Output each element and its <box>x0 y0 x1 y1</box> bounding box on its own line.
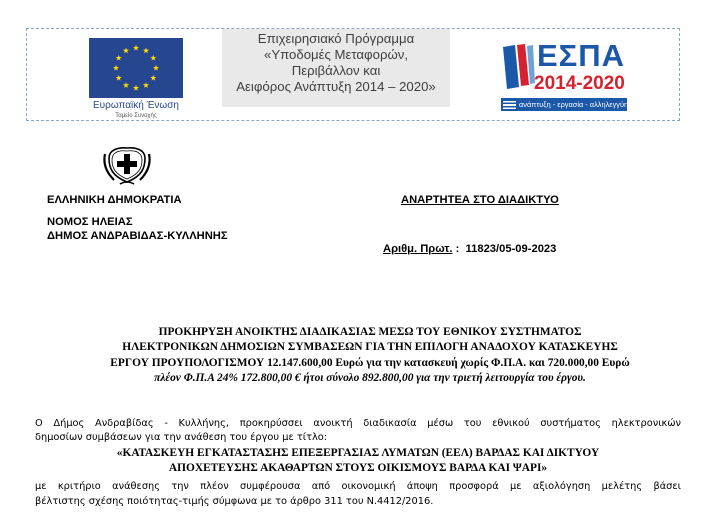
funding-banner <box>26 28 680 121</box>
prefecture-name: ΝΟΜΟΣ ΗΛΕΙΑΣ <box>47 216 133 228</box>
protocol-label: Αριθμ. Πρωτ. <box>383 243 453 255</box>
body-line: Ο Δήμος Ανδραβίδας - Κυλλήνης, προκηρύσσει ανοικτή διαδικασία μέσω του εθνικού συστήματος ηλεκτρονικών <box>35 418 681 429</box>
body-line: δημοσίων συμβάσεων για την ανάθεση του έργου με τίτλο: <box>35 432 328 443</box>
espa-slogan: ανάπτυξη - εργασία - αλληλεγγύη <box>519 100 629 109</box>
eu-logo-name: Ευρωπαϊκή Ένωση <box>93 100 179 111</box>
body-line: με κριτήριο ανάθεσης την πλέον συμφέρουσα από οικονομική άποψη προσφορά με αξιολόγηση μελέτης βάσει <box>35 481 681 492</box>
eu-logo <box>89 38 183 118</box>
protocol-number <box>383 243 556 255</box>
notice-title-line: ΠΡΟΚΗΡΥΞΗ ΑΝΟΙΚΤΗΣ ΔΙΑΔΙΚΑΣΙΑΣ ΜΕΣΩ ΤΟΥ ΕΘΝΙΚΟΥ ΣΥΣΤΗΜΑΤΟΣ <box>158 326 582 338</box>
notice-title-text: πλέον Φ.Π.Α 24% 172.800,00 € ήτοι σύνολο 892.800,00 για την τριετή λειτουργία του έργου. <box>154 372 586 384</box>
notice-title-line <box>70 372 670 384</box>
espa-word: ΕΣΠΑ <box>537 38 626 73</box>
protocol-value: 11823/05-09-2023 <box>465 243 557 255</box>
eu-star-icon <box>133 85 139 91</box>
programme-text <box>222 31 450 95</box>
eu-star-icon <box>133 45 139 51</box>
greek-flag-icon <box>503 101 516 109</box>
programme-line: «Υποδομές Μεταφορών, <box>264 47 408 62</box>
eu-star-icon <box>116 55 122 61</box>
espa-years: 2014-2020 <box>534 73 625 94</box>
notice-title-line: ΗΛΕΚΤΡΟΝΙΚΩΝ ΔΗΜΟΣΙΩΝ ΣΥΜΒΑΣΕΩΝ ΓΙΑ ΤΗΝ ΕΠΙΛΟΓΗ ΑΝΑΔΟΧΟΥ ΚΑΤΑΣΚΕΥΗΣ <box>122 341 618 353</box>
eu-star-icon <box>153 65 159 71</box>
eu-star-icon <box>143 47 149 53</box>
eu-star-icon <box>150 75 156 81</box>
notice-title-line: ΕΡΓΟΥ ΠΡΟΥΠΟΛΟΓΙΣΜΟΥ 12.147.600,00 Ευρώ για την κατασκευή χωρίς Φ.Π.Α. και 720.000,00 Ευρώ <box>110 357 630 369</box>
republic-name: ΕΛΛΗΝΙΚΗ ΔΗΜΟΚΡΑΤΙΑ <box>47 194 182 206</box>
espa-stripes-icon <box>501 43 535 89</box>
eu-star-icon <box>113 65 119 71</box>
hellenic-republic-emblem-icon <box>102 144 152 186</box>
eu-star-icon <box>116 75 122 81</box>
eu-star-icon <box>123 47 129 53</box>
programme-line: Περιβάλλον και <box>291 63 381 78</box>
eu-stars-icon <box>89 38 183 98</box>
municipality-name: ΔΗΜΟΣ ΑΝΔΡΑΒΙΔΑΣ-ΚΥΛΛΗΝΗΣ <box>47 230 228 242</box>
eu-star-icon <box>123 82 129 88</box>
eu-star-icon <box>143 82 149 88</box>
protocol-separator: : <box>452 243 466 255</box>
project-title-line: «ΚΑΤΑΣΚΕΥΗ ΕΓΚΑΤΑΣΤΑΣΗΣ ΕΠΕΞΕΡΓΑΣΙΑΣ ΛΥΜΑΤΩΝ (ΕΕΛ) ΒΑΡΔΑΣ ΚΑΙ ΔΙΚΤΥΟΥ <box>116 447 600 459</box>
body-line: βέλτιστης σχέσης ποιότητας-τιμής σύμφωνα με το άρθρο 311 του Ν.4412/2016. <box>35 496 434 507</box>
project-title-line: ΑΠΟΧΕΤΕΥΣΗΣ ΑΚΑΘΑΡΤΩΝ ΣΤΟΥΣ ΟΙΚΙΣΜΟΥΣ ΒΑΡΔΑ ΚΑΙ ΨΑΡΙ» <box>168 462 548 474</box>
programme-line: Αειφόρος Ανάπτυξη 2014 – 2020» <box>236 79 436 94</box>
internet-notice: ΑΝΑΡΤΗΤΕΑ ΣΤΟ ΔΙΑΔΙΚΤΥΟ <box>401 194 559 206</box>
programme-box <box>222 29 450 107</box>
eu-star-icon <box>150 55 156 61</box>
eu-logo-subtitle: Ταμείο Συνοχής <box>115 113 157 119</box>
eu-flag-icon <box>89 38 183 98</box>
espa-logo <box>497 38 629 113</box>
programme-line: Επιχειρησιακό Πρόγραμμα <box>257 31 415 46</box>
